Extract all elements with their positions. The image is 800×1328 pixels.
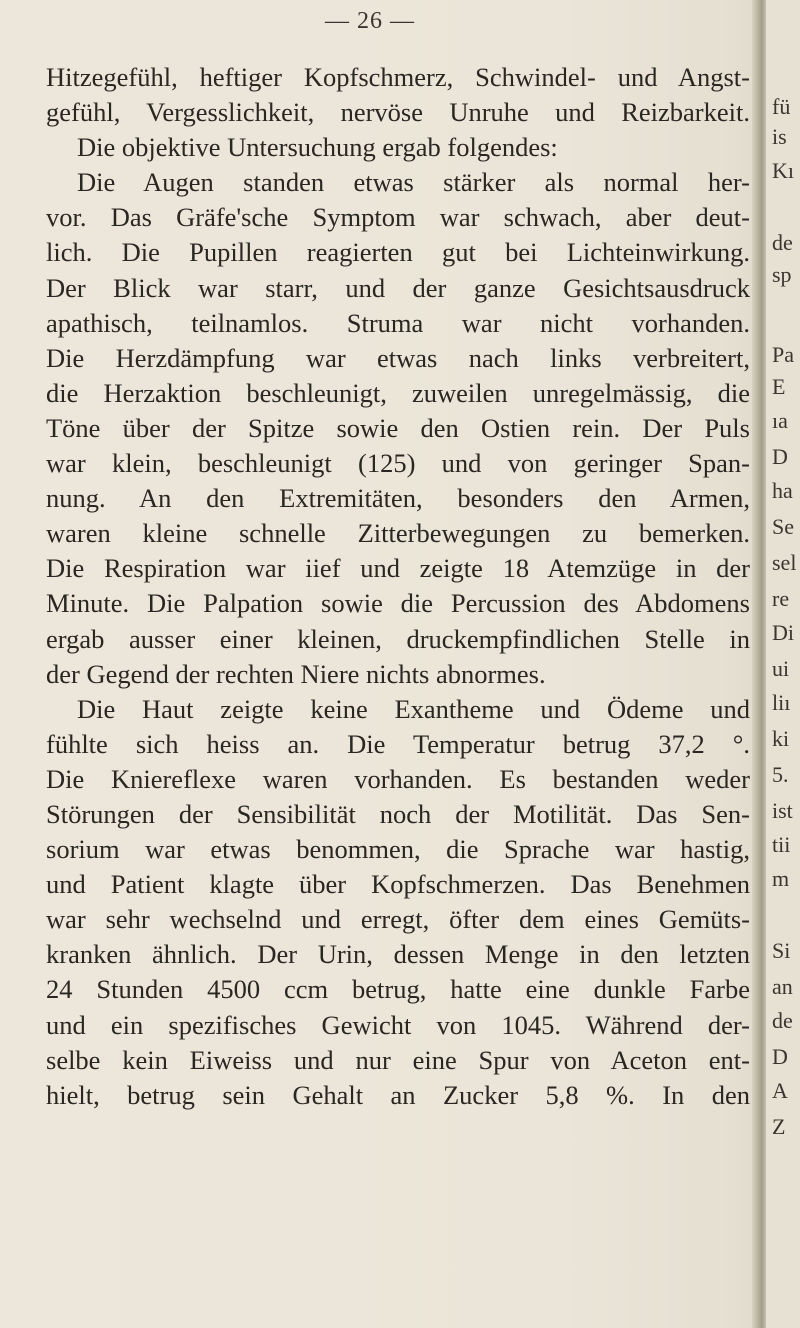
facing-fragment: liı — [772, 690, 791, 715]
text-line: lich. Die Pupillen reagierten gut bei Lichteinwirkung. — [46, 237, 750, 268]
facing-fragment: Si — [772, 938, 791, 963]
text-line: Die Kniereflexe waren vorhanden. Es bestanden weder — [46, 763, 750, 794]
facing-fragment: re — [772, 586, 790, 611]
text-line: Töne über der Spitze sowie den Ostien rein. Der Puls — [46, 412, 750, 443]
page-number: — 26 — — [325, 8, 415, 34]
text-line: Die Augen standen etwas stärker als normal her- — [77, 167, 750, 198]
facing-fragment: D — [772, 1044, 788, 1069]
facing-fragment: Pa — [772, 342, 794, 367]
text-line: der Gegend der rechten Niere nichts abnormes. — [46, 658, 546, 689]
facing-fragment: sel — [772, 550, 797, 575]
facing-fragment: D — [772, 444, 788, 469]
text-line: Die objektive Untersuchung ergab folgendes: — [77, 132, 558, 163]
facing-fragment: ıa — [772, 408, 788, 433]
body-text — [46, 60, 750, 1113]
facing-fragment: ha — [772, 478, 793, 503]
facing-fragment: m — [772, 866, 790, 891]
text-line: nung. An den Extremitäten, besonders den Armen, — [46, 483, 750, 514]
facing-fragment: de — [772, 230, 793, 255]
text-line: und ein spezifisches Gewicht von 1045. Während der- — [46, 1009, 750, 1040]
text-line: war klein, beschleunigt (125) und von geringer Span- — [46, 448, 750, 479]
text-line: Minute. Die Palpation sowie die Percussion des Abdomens — [46, 588, 750, 619]
text-line: und Patient klagte über Kopfschmerzen. Das Benehmen — [46, 869, 750, 900]
text-line: selbe kein Eiweiss und nur eine Spur von Aceton ent- — [46, 1044, 750, 1075]
text-line: gefühl, Vergesslichkeit, nervöse Unruhe und Reizbarkeit. — [46, 97, 750, 128]
facing-fragment: A — [772, 1078, 788, 1103]
text-line: ergab ausser einer kleinen, druckempfindlichen Stelle in — [46, 623, 750, 654]
facing-fragment: fü — [772, 94, 791, 119]
text-line: apathisch, teilnamlos. Struma war nicht vorhanden. — [46, 307, 750, 338]
text-line: hielt, betrug sein Gehalt an Zucker 5,8 %. In den — [46, 1079, 750, 1110]
facing-fragment: ui — [772, 656, 790, 681]
facing-fragment: Se — [772, 514, 794, 539]
text-line: fühlte sich heiss an. Die Temperatur betrug 37,2 °. — [46, 728, 750, 759]
book-gutter — [752, 0, 766, 1328]
facing-page-edge — [766, 0, 800, 1328]
facing-fragment: an — [772, 974, 793, 999]
text-line: Die Haut zeigte keine Exantheme und Ödeme und — [77, 693, 750, 724]
text-line: war sehr wechselnd und erregt, öfter dem eines Gemüts- — [46, 904, 750, 935]
facing-fragment: Kı — [772, 158, 794, 183]
text-line: Hitzegefühl, heftiger Kopfschmerz, Schwindel- und Angst- — [46, 62, 750, 92]
text-line: sorium war etwas benommen, die Sprache war hastig, — [46, 834, 750, 865]
facing-fragment: sp — [772, 262, 792, 287]
facing-fragment: de — [772, 1008, 793, 1033]
text-line: Die Respiration war iief und zeigte 18 Atemzüge in der — [46, 553, 750, 584]
facing-fragment: ki — [772, 726, 790, 751]
facing-fragment: Di — [772, 620, 794, 645]
text-line: waren kleine schnelle Zitterbewegungen zu bemerken. — [46, 518, 750, 549]
text-line: Störungen der Sensibilität noch der Motilität. Das Sen- — [46, 798, 750, 829]
facing-fragment: Z — [772, 1114, 786, 1139]
facing-fragment: tii — [772, 832, 791, 857]
text-line: Der Blick war starr, und der ganze Gesichtsausdruck — [46, 272, 750, 303]
facing-fragment: E — [772, 374, 786, 399]
facing-fragment: is — [772, 124, 787, 149]
text-line: vor. Das Gräfe'sche Symptom war schwach, aber deut- — [46, 202, 750, 233]
facing-fragment: 5. — [772, 762, 789, 787]
text-line: kranken ähnlich. Der Urin, dessen Menge in den letzten — [46, 939, 750, 970]
text-line: Die Herzdämpfung war etwas nach links verbreitert, — [46, 342, 750, 373]
text-line: 24 Stunden 4500 ccm betrug, hatte eine dunkle Farbe — [46, 974, 750, 1005]
facing-fragment: ist — [772, 798, 793, 823]
text-line: die Herzaktion beschleunigt, zuweilen unregelmässig, die — [46, 377, 750, 408]
